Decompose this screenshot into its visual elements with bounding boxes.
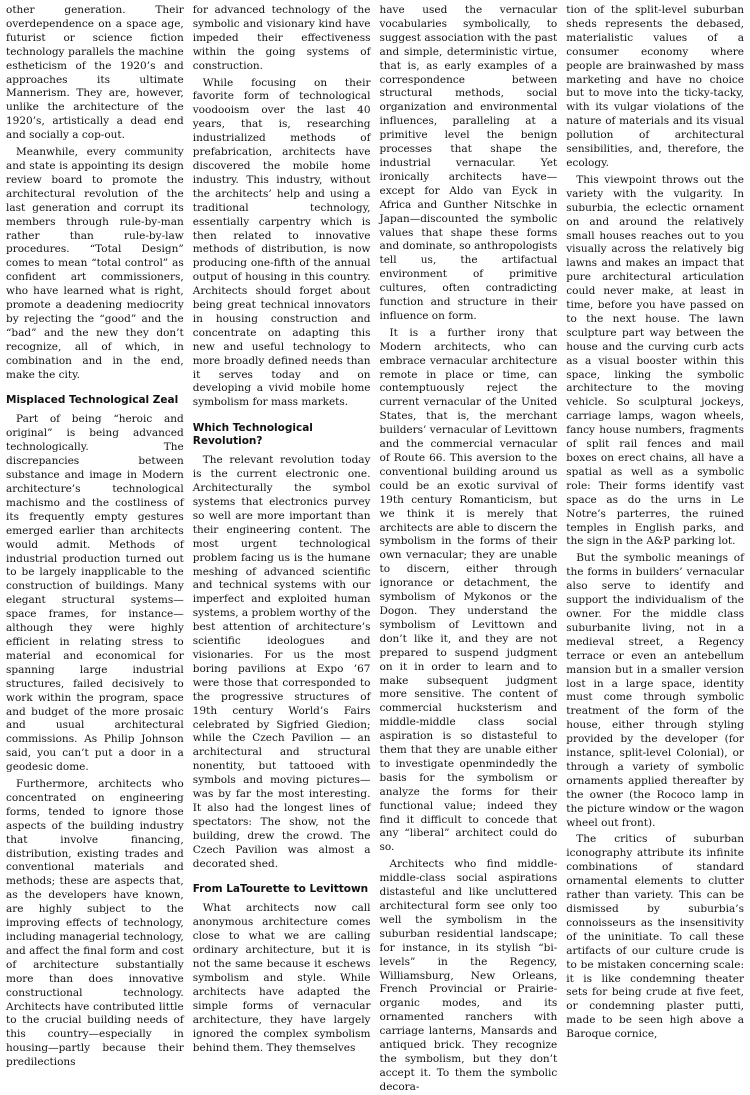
paragraph: Meanwhile, every community and state is appointing its design review board to promote the architectural revolution of the last generation and corrupt its members through rule-by-man rather than rule-by-law procedures. “Total Design” comes to mean “total control” as confident art commissioners, who have learned what is right, promote a deadening mediocrity by rejecting the “good” and the “bad” and the new they don’t recognize, all of which, in combination and in the end, make the city. [6,146,184,381]
paragraph: But the symbolic meanings of the forms in builders’ vernacular also serve to identify and support the individualism of the owner. For the middle class suburbanite living, not in a medieval street, a Regency terrace or even an antebellum mansion but in a smaller version lost in a large space, identity must come through symbolic treatment of the form of the house, either through styling provided by the developer (for instance, split-level Colonial), or through a variety of symbolic ornaments applied thereafter by the owner (the Rococo lamp in the picture window or the wagon wheel out front). [566,552,744,829]
column-4 [566,4,744,1041]
text-columns [6,4,744,1093]
column-3 [379,4,558,1093]
paragraph: What architects now call anonymous architecture comes close to what we are calling ordinary architecture, but it is not the same because it eschews symbolism and style. While architects have adapted the simple forms of vernacular architecture, they have largely ignored the complex symbolism behind them. They themselves [192,902,371,1054]
column-1 [6,4,184,1069]
paragraph: It is a further irony that Modern architects, who can embrace vernacular architecture remote in place or time, can contemptuously reject the current vernacular of the United States, that is, the merchant builders’ vernacular of Levittown and the commercial vernacular of Route 66. This aversion to the conventional building around us could be an exotic survival of 19th century Romanticism, but we think it is merely that architects are able to discern the symbolism in the forms of their own vernacular; they are unable to discern, either through ignorance or detachment, the symbolism of Mykonos or the Dogon. They understand the symbolism of Levittown and don’t like it, and they are not prepared to suspend judgment on it in order to learn and to make subsequent judgment more sensitive. The content of commercial hucksterism and middle-middle class social aspiration is so distasteful to them that they are unable either to investigate openmindedly the basis for the symbolism or analyze the forms for their functional value; indeed they find it difficult to concede that any “liberal” architect could do so. [379,326,558,854]
paragraph: tion of the split-level suburban sheds represents the debased, materialistic values of a consumer economy where people are brainwashed by mass marketing and have no choice but to move into the ticky-tacky, with its vulgar violations of the nature of materials and its visual pollution of architectural sensibilities, and, therefore, the ecology. [566,4,744,169]
paragraph: Furthermore, architects who concentrated on engineering forms, tended to ignore those aspects of the building industry that involve financing, distribution, existing trades and conventional materials and methods; these are aspects that, as the developers have known, are highly subject to the improving effects of technology, including managerial technology, and affect the final form and cost of architecture substantially more than does innovative constructional technology. Architects have contributed little to the crucial building needs of this country—especially in housing—partly because their predilections [6,778,184,1069]
paragraph: Architects who find middle-middle-class social aspirations distasteful and like uncluttered architectural form see only too well the symbolism in the suburban residential landscape; for instance, in its stylish “bi-levels” in the Regency, Williamsburg, New Orleans, French Provincial or Prairie-organic modes, and its ornamented ranchers with carriage lanterns, Mansards and antiqued brick. They recognize the symbolism, but they don’t accept it. To them the symbolic decora- [379,858,558,1093]
paragraph: The relevant revolution today is the current electronic one. Architecturally the symbol systems that electronics purvey so well are more important than their engineering content. The most urgent technological problem facing us is the humane meshing of advanced scientific and technical systems with our imperfect and exploited human systems, a problem worthy of the best attention of architecture’s scientific ideologues and visionaries. For us the most boring pavilions at Expo ’67 were those that corresponded to the progressive structures of 19th century World’s Fairs celebrated by Sigfried Giedion; while the Czech Pavilion — an architectural and structural nonentity, but tattooed with symbols and moving pictures—was by far the most interesting. It also had the longest lines of spectators: The show, not the building, drew the crowd. The Czech Pavilion was almost a decorated shed. [192,454,371,870]
paragraph: The critics of suburban iconography attribute its infinite combinations of standard ornamental elements to clutter rather than variety. This can be dismissed by suburbia’s connoisseurs as the insensitivity of the uninitiate. To call these artifacts of our culture crude is to be mistaken concerning scale: it is like condemning theater sets for being crude at five feet, or condemning plaster putti, made to be seen high above a Baroque cornice, [566,833,744,1041]
paragraph: have used the vernacular vocabularies symbolically, to suggest association with the past and simple, deterministic virtue, that is, as early examples of a correspondence between structural methods, social organization and environmental influences, paralleling at a primitive level the benign processes that shape the industrial vernacular. Yet ironically architects have—except for Aldo van Eyck in Africa and Gunther Nitschke in Japan—discounted the symbolic values that shape these forms and dominate, so anthropologists tell us, the artifactual environment of primitive cultures, often contradicting function and structure in their influence on form. [379,4,558,322]
paragraph: Part of being “heroic and original” is being advanced technologically. The discrepancies between substance and image in Modern architecture’s technological machismo and the costliness of its frequently empty gestures emerged earlier than architects would admit. Methods of industrial production turned out to be largely inapplicable to the construction of buildings. Many elegant structural systems—space frames, for instance—although they were highly efficient in relating stress to material and economical for spanning large industrial structures, failed decisively to work within the program, space and budget of the more prosaic and usual architectural commissions. As Philip Johnson said, you can’t put a door in a geodesic dome. [6,413,184,774]
paragraph: other generation. Their overdependence on a space age, futurist or science fiction technology parallels the machine estheticism of the 1920’s and approaches its ultimate Mannerism. They are, however, unlike the architecture of the 1920’s, artistically a dead end and socially a cop-out. [6,4,184,142]
section-heading: Which Technological Revolution? [192,422,313,448]
paragraph: While focusing on their favorite form of technological voodooism over the last 40 years, that is, researching industrialized methods of prefabrication, architects have discovered the mobile home industry. This industry, without the architects’ help and using a traditional technology, essentially carpentry which is then related to innovative methods of distribution, is now producing one-fifth of the annual output of housing in this country. Architects should forget about being great technical innovators in housing construction and concentrate on adapting this new and useful technology to more broadly defined needs than it serves today and on developing a vivid mobile home symbolism for mass markets. [192,76,371,409]
paragraph: for advanced technology of the symbolic and visionary kind have impeded their effectiveness within the going systems of construction. [192,4,371,72]
section-heading: Misplaced Technological Zeal [6,394,179,407]
column-2 [192,4,371,1054]
section-heading: From LaTourette to Levittown [192,883,369,896]
paragraph: This viewpoint throws out the variety with the vulgarity. In suburbia, the eclectic ornament on and around the relatively small houses reaches out to you visually across the relatively big lawns and makes an impact that pure architectural articulation could never make, at least in time, before you have passed on to the next house. The lawn sculpture part way between the house and the curving curb acts as a visual booster within this space, linking the symbolic architecture to the moving vehicle. So sculptural jockeys, carriage lamps, wagon wheels, fancy house numbers, fragments of split rail fences and mail boxes on erect chains, all have a spatial as well as a symbolic role: Their forms identify vast space as do the urns in Le Notre’s parterres, the ruined temples in English parks, and the sign in the A&P parking lot. [566,173,744,548]
